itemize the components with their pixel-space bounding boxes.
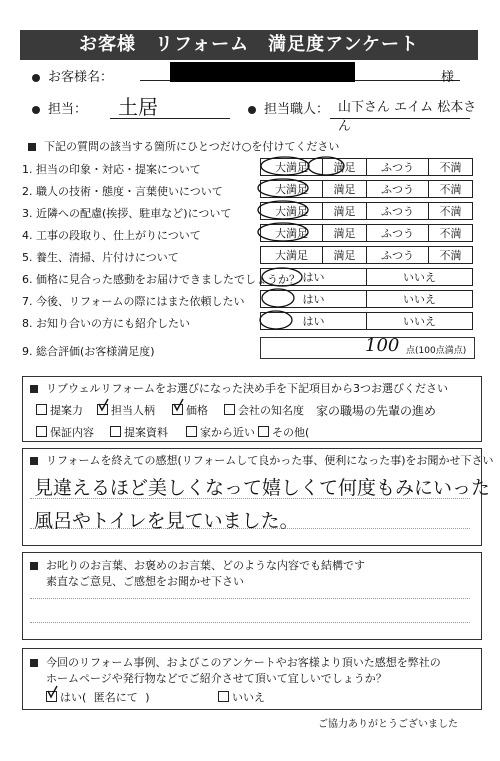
overall-unit: 点(100点満点) bbox=[406, 346, 467, 356]
option-cell[interactable]: 大満足 bbox=[261, 203, 323, 220]
survey-title: お客様 リフォーム 満足度アンケート bbox=[20, 30, 478, 60]
question-text: 5. 養生、清掃、片付けについて bbox=[22, 251, 179, 264]
reason-label: 保証内容 bbox=[50, 426, 94, 439]
option-cell[interactable]: ふつう bbox=[366, 181, 428, 198]
permission-anon-label: 匿名にて bbox=[93, 691, 138, 704]
option-cell[interactable]: 満足 bbox=[322, 247, 366, 264]
option-cell[interactable]: ふつう bbox=[366, 247, 428, 264]
option-cell[interactable]: 不満 bbox=[428, 225, 472, 242]
impression-line-2: 風呂やトイレを見ていました。 bbox=[34, 510, 299, 532]
option-cell[interactable]: 不満 bbox=[428, 203, 472, 220]
reason-label: 提案資料 bbox=[124, 426, 168, 439]
staff-name: 土居 bbox=[118, 95, 158, 119]
customer-label: お客様名： bbox=[48, 70, 114, 85]
question-text: 1. 担当の印象・対応・提案について bbox=[22, 163, 201, 176]
option-cell[interactable]: 満足 bbox=[322, 203, 366, 220]
permission-line-1: 今回のリフォーム事例、およびこのアンケートやお客様より頂いた感想を弊社の bbox=[46, 656, 441, 669]
overall-label: 9. 総合評価(お客様満足度) bbox=[22, 345, 155, 358]
option-cell[interactable]: ふつう bbox=[366, 203, 428, 220]
impression-line-1: 見違えるほど美しくなって嬉しくて何度もみにいった bbox=[34, 477, 491, 499]
craftsman-names: 山下さん エイム 松本さん bbox=[338, 100, 477, 134]
option-cell[interactable]: いいえ bbox=[367, 313, 473, 330]
question-text: 8. お知り合いの方にも紹介したい bbox=[22, 317, 190, 330]
question-text: 7. 今後、リフォームの際にはまた依頼したい bbox=[22, 295, 245, 308]
permission-yes-label: はい( bbox=[60, 691, 87, 704]
option-cell[interactable]: 不満 bbox=[428, 247, 472, 264]
option-cell[interactable]: ふつう bbox=[366, 159, 428, 176]
permission-no-option[interactable] bbox=[218, 689, 265, 705]
feedback-line-1: お叱りのお言葉、お褒めのお言葉、どのような内容でも結構です bbox=[46, 559, 365, 572]
question-text: 6. 価格に見合った感動をお届けできましたでしょうか？ bbox=[22, 273, 300, 286]
question-text: 2. 職人の技術・態度・言葉使いについて bbox=[22, 185, 223, 198]
permission-no-label: いいえ bbox=[232, 691, 265, 704]
option-cell[interactable]: いいえ bbox=[367, 269, 473, 286]
option-cell[interactable]: 満足 bbox=[322, 225, 366, 242]
feedback-line-2: 素直なご意見、ご感想をお聞かせ下さい bbox=[46, 575, 244, 588]
checkmark-icon bbox=[48, 686, 57, 697]
thanks-text: ご協力ありがとうございました bbox=[318, 719, 458, 730]
overall-score: 100 bbox=[365, 335, 400, 356]
option-cell[interactable]: ふつう bbox=[366, 225, 428, 242]
question-text: 3. 近隣への配慮(挨拶、駐車など)について bbox=[22, 207, 232, 220]
option-cell[interactable]: いいえ bbox=[367, 291, 473, 308]
option-cell[interactable]: 不満 bbox=[428, 159, 472, 176]
reason-label: 担当人柄 bbox=[111, 404, 155, 417]
reason-label: 提案力 bbox=[50, 404, 83, 417]
instruction-text: 下記の質問の該当する箇所にひとつだけ○を付けてください bbox=[44, 140, 340, 153]
reason-other-text: 家の職場の先輩の進め bbox=[316, 404, 437, 418]
checkbox-icon[interactable] bbox=[218, 691, 229, 702]
reason-label: 価格 bbox=[186, 404, 208, 417]
option-cell[interactable]: 不満 bbox=[428, 181, 472, 198]
option-cell[interactable]: はい bbox=[261, 291, 367, 308]
staff-label: 担当： bbox=[48, 102, 88, 117]
option-cell[interactable]: はい bbox=[261, 269, 367, 286]
question-text: 4. 工事の段取り、仕上がりについて bbox=[22, 229, 201, 242]
option-cell[interactable]: 大満足 bbox=[261, 225, 323, 242]
option-cell[interactable]: 満足 bbox=[322, 181, 366, 198]
option-cell[interactable]: 満足 bbox=[322, 159, 366, 176]
option-cell[interactable]: 大満足 bbox=[261, 159, 323, 176]
option-cell[interactable]: 大満足 bbox=[261, 181, 323, 198]
impressions-heading: リフォームを終えての感想(リフォームして良かった事、便利になった事)をお聞かせ下さい bbox=[46, 454, 494, 467]
option-cell[interactable]: 大満足 bbox=[261, 247, 323, 264]
permission-line-2: ホームページや発行物などでご紹介させて頂いて宜しいでしょうか？ bbox=[46, 672, 387, 685]
customer-suffix: 様 bbox=[441, 70, 455, 85]
craftsman-label: 担当職人： bbox=[264, 102, 330, 117]
reason-label: 会社の知名度 bbox=[238, 404, 304, 417]
reasons-heading: リブウェルリフォームをお選びになった決め手を下記項目から3つお選びください bbox=[46, 382, 449, 395]
reason-label: 家から近い bbox=[200, 426, 255, 439]
reason-label: その他( bbox=[272, 426, 310, 439]
permission-close-paren: ) bbox=[145, 691, 150, 704]
option-cell[interactable]: はい bbox=[261, 313, 367, 330]
